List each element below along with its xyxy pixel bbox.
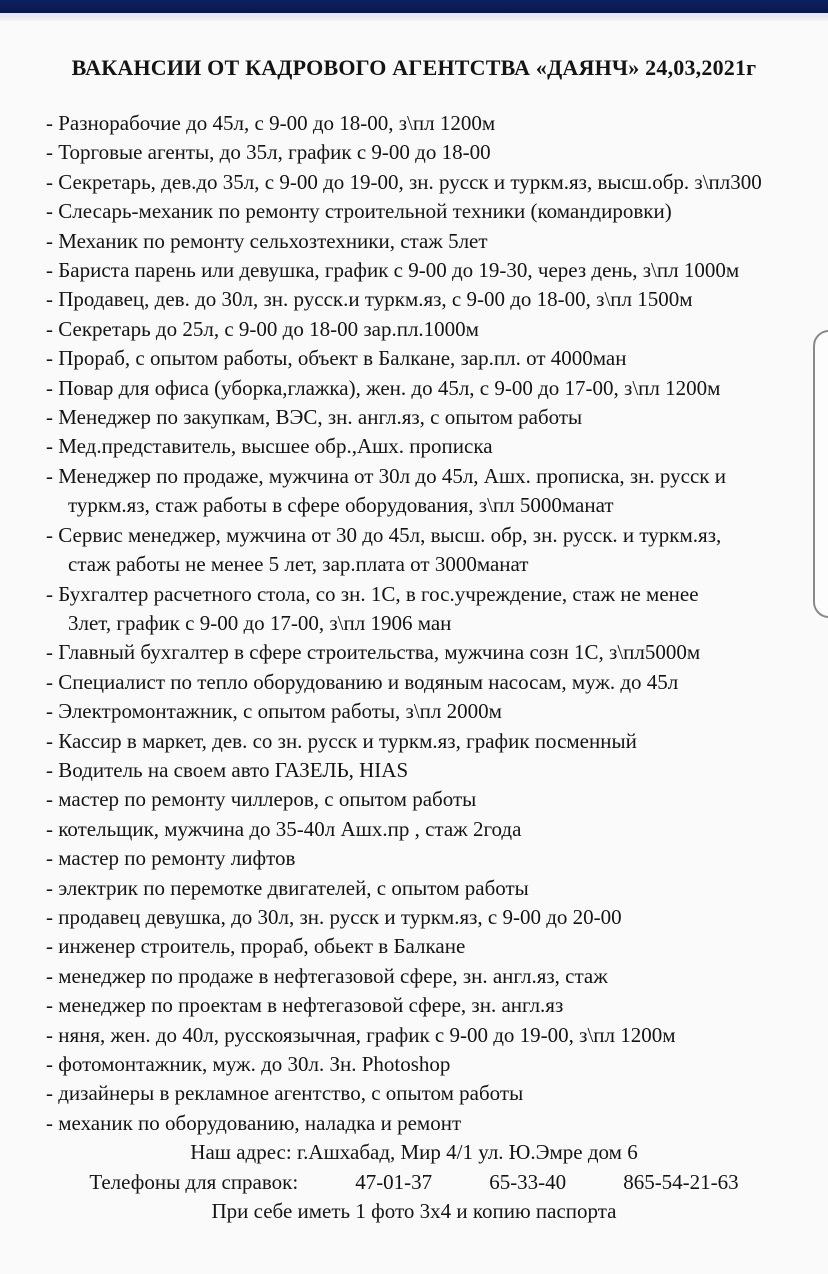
vacancy-line: 3лет, график с 9-00 до 17-00, з\пл 1906 ман — [68, 610, 452, 635]
vacancy-line: - Секретарь до 25л, с 9-00 до 18-00 зар.пл.1000м — [46, 316, 479, 341]
phone-number: 865-54-21-63 — [623, 1169, 739, 1194]
vacancy-line: - Секретарь, дев.до 35л, с 9-00 до 19-00, зн. русск и туркм.яз, высш.обр. з\пл300 — [46, 169, 762, 194]
vacancy-line: - Разнорабочие до 45л, с 9-00 до 18-00, з\пл 1200м — [46, 111, 496, 135]
vacancy-line: - Сервис менеджер, мужчина от 30 до 45л, высш. обр, зн. русск. и туркм.яз, — [46, 522, 722, 547]
phones-label: Телефоны для справок: — [89, 1169, 299, 1194]
vacancy-line: стаж работы не менее 5 лет, зар.плата от 3000манат — [68, 552, 529, 577]
vacancy-line: - фотомонтажник, муж. до 30л. Зн. Photoshop — [46, 1052, 451, 1076]
vacancy-line: - менеджер по проектам в нефтегазовой сфере, зн. англ.яз — [46, 993, 564, 1018]
vacancy-list — [0, 109, 828, 1138]
vacancy-line: - Кассир в маркет, дев. со зн. русск и туркм.яз, график посменный — [46, 728, 637, 753]
vacancy-line: - котельщик, мужчина до 35-40л Ашх.пр , стаж 2года — [46, 816, 522, 841]
vacancy-line: - электрик по перемотке двигателей, с опытом работы — [46, 875, 529, 900]
vacancy-line: - Водитель на своем авто ГАЗЕЛЬ, HIAS — [46, 757, 409, 782]
top-bar — [0, 0, 828, 13]
note-line: При себе иметь 1 фото 3х4 и копию паспорта — [211, 1199, 617, 1224]
vacancy-line: - Продавец, дев. до 30л, зн. русск.и туркм.яз, с 9-00 до 18-00, з\пл 1500м — [46, 287, 693, 312]
vacancy-line: - продавец девушка, до 30л, зн. русск и туркм.яз, с 9-00 до 20-00 — [46, 904, 622, 929]
vacancy-line: - Электромонтажник, с опытом работы, з\пл 2000м — [46, 699, 502, 724]
document-page — [0, 53, 828, 1226]
vacancy-line: - Повар для офиса (уборка,глажка), жен. до 45л, с 9-00 до 17-00, з\пл 1200м — [46, 375, 721, 400]
vacancy-line: - Менеджер по продаже, мужчина от 30л до 45л, Ашх. прописка, зн. русск и — [46, 463, 726, 488]
vacancy-line: - няня, жен. до 40л, русскоязычная, график с 9-00 до 19-00, з\пл 1200м — [46, 1022, 676, 1047]
phone-number: 47-01-37 — [355, 1169, 433, 1194]
vacancy-line: - Менеджер по закупкам, ВЭС, зн. англ.яз, с опытом работы — [46, 405, 583, 430]
vacancy-line: - инженер строитель, прораб, обьект в Балкане — [46, 934, 466, 959]
scrollbar-thumb[interactable] — [813, 330, 828, 618]
phones-line — [0, 1168, 828, 1197]
vacancy-line: - Прораб, с опытом работы, объект в Балкане, зар.пл. от 4000ман — [46, 346, 627, 371]
vacancy-line: - дизайнеры в рекламное агентство, с опытом работы — [46, 1081, 524, 1106]
phone-numbers — [298, 1170, 738, 1194]
vacancy-line: - механик по оборудованию, наладка и ремонт — [46, 1110, 462, 1135]
vacancy-line: - мастер по ремонту лифтов — [46, 846, 296, 871]
vacancy-line: - Главный бухгалтер в сфере строительства, мужчина созн 1С, з\пл5000м — [46, 640, 701, 665]
page-title: ВАКАНСИИ ОТ КАДРОВОГО АГЕНТСТВА «ДАЯНЧ» 24,03,2021г — [71, 55, 757, 80]
vacancy-line: - Бариста парень или девушка, график с 9-00 до 19-30, через день, з\пл 1000м — [46, 258, 740, 283]
vacancy-line: - Специалист по тепло оборудованию и водяным насосам, муж. до 45л — [46, 669, 679, 694]
vacancy-line: - менеджер по продаже в нефтегазовой сфере, зн. англ.яз, стаж — [46, 963, 608, 988]
vacancy-line: - мастер по ремонту чиллеров, с опытом работы — [46, 787, 477, 812]
vacancy-line: туркм.яз, стаж работы в сфере оборудования, з\пл 5000манат — [68, 493, 614, 518]
vacancy-line: - Мед.представитель, высшее обр.,Ашх. прописка — [46, 434, 493, 459]
address-line: Наш адрес: г.Ашхабад, Мир 4/1 ул. Ю.Эмре дом 6 — [190, 1140, 638, 1165]
phone-number: 65-33-40 — [489, 1169, 567, 1194]
top-bar-shadow — [0, 13, 828, 22]
footer — [0, 1138, 828, 1226]
vacancy-line: - Слесарь-механик по ремонту строительной техники (командировки) — [46, 199, 672, 224]
vacancy-line: - Бухгалтер расчетного стола, со зн. 1С, в гос.учреждение, стаж не менее — [46, 581, 699, 606]
vacancy-line: - Торговые агенты, до 35л, график с 9-00 до 18-00 — [46, 140, 491, 165]
vacancy-line: - Механик по ремонту сельхозтехники, стаж 5лет — [46, 228, 488, 253]
